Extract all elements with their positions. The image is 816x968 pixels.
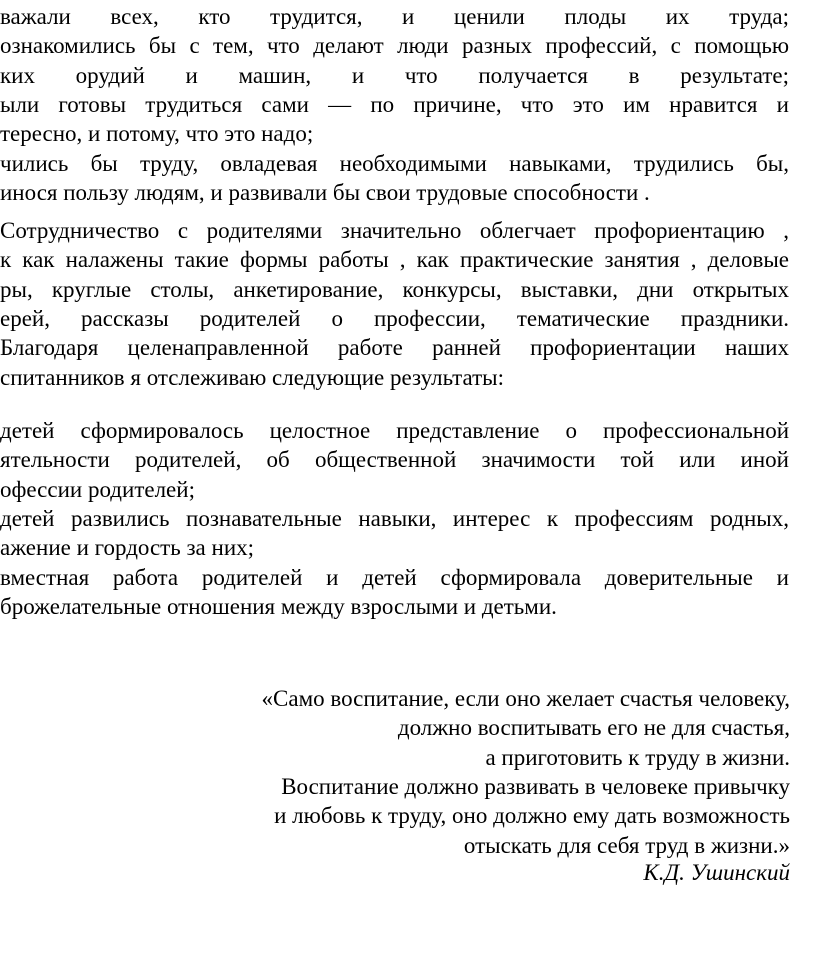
text-line: детей сформировалось целостное представление о профессиональной	[0, 418, 789, 443]
text-line: Сотрудничество с родителями значительно облегчает профориентацию ,	[0, 218, 789, 243]
quote-line: отыскать для себя труд в жизни.»	[463, 832, 790, 858]
text-line: вместная работа родителей и детей сформировала доверительные и	[0, 564, 789, 590]
text-line: ажение и гордость за них;	[0, 535, 255, 561]
text-line: ких орудий и машин, и что получается в результате;	[0, 62, 789, 88]
text-line: ры, круглые столы, анкетирование, конкурсы, выставки, дни открытых	[0, 276, 789, 302]
text-line: ыли готовы трудиться сами — по причине, что это им нравится и	[0, 91, 789, 117]
text-line: чились бы труду, овладевая необходимыми навыками, трудились бы,	[0, 150, 789, 176]
quote-line: «Само воспитание, если оно желает счастья человеку,	[261, 686, 790, 711]
text-line: инося пользу людям, и развивали бы свои трудовые способности .	[0, 179, 650, 205]
text-line: к как налажены такие формы работы , как практические занятия , деловые	[0, 247, 789, 273]
quote-line: должно воспитывать его не для счастья,	[397, 715, 790, 741]
text-line: ятельности родителей, об общественной значимости той или иной	[0, 447, 789, 473]
quote-author: К.Д. Ушинский	[643, 860, 790, 885]
text-line: офессии родителей;	[0, 476, 195, 502]
quote-line: Воспитание должно развивать в человеке привычку	[281, 773, 790, 799]
text-line: брожелательные отношения между взрослыми и детьми.	[0, 593, 557, 619]
text-line: ознакомились бы с тем, что делают люди разных профессий, с помощью	[0, 33, 789, 59]
text-line: тересно, и потому, что это надо;	[0, 121, 314, 147]
text-line: Благодаря целенаправленной работе ранней профориентации наших	[0, 335, 789, 361]
text-line: спитанников я отслеживаю следующие результаты:	[0, 364, 505, 390]
text-line: ерей, рассказы родителей о профессии, тематические праздники.	[0, 305, 789, 331]
quote-line: а приготовить к труду в жизни.	[485, 744, 790, 770]
quote-line: и любовь к труду, оно должно ему дать возможность	[274, 803, 790, 829]
text-line: важали всех, кто трудится, и ценили плоды их труда;	[0, 4, 789, 29]
text-line: детей развились познавательные навыки, интерес к профессиям родных,	[0, 505, 789, 531]
